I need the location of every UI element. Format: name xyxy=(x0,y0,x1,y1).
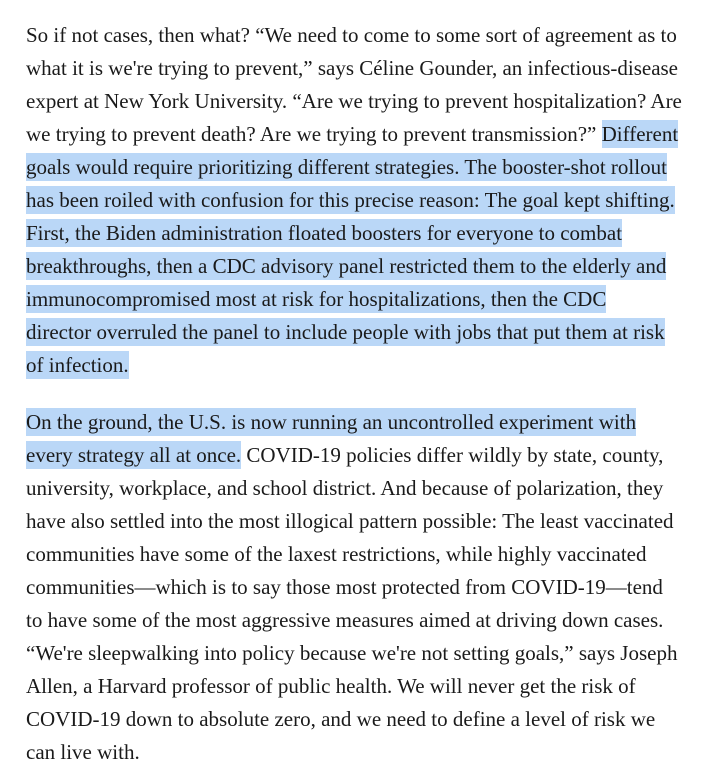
body-text: communities—which is to say those most protected from COVID-19—tend xyxy=(26,575,663,599)
body-text: communities have some of the laxest restrictions, while highly vaccinated xyxy=(26,542,647,566)
body-text: Allen, a Harvard professor of public health. We will never get the risk of xyxy=(26,674,636,698)
text-line xyxy=(26,703,686,736)
text-line xyxy=(26,19,686,52)
text-line xyxy=(26,52,686,85)
text-line xyxy=(26,637,686,670)
body-text: “We're sleepwalking into policy because we're not setting goals,” says Joseph xyxy=(26,641,678,665)
paragraph-2 xyxy=(26,406,686,769)
text-line xyxy=(26,85,686,118)
highlighted-text: On the ground, the U.S. is now running an uncontrolled experiment with xyxy=(26,410,637,434)
text-line xyxy=(26,439,686,472)
highlighted-text: director overruled the panel to include people with jobs that put them at risk xyxy=(26,320,665,344)
text-line xyxy=(26,349,686,382)
text-line xyxy=(26,604,686,637)
text-line xyxy=(26,538,686,571)
highlighted-text: immunocompromised most at risk for hospitalizations, then the CDC xyxy=(26,287,607,311)
text-line xyxy=(26,472,686,505)
body-text: COVID-19 down to absolute zero, and we need to define a level of risk we xyxy=(26,707,656,731)
highlighted-text: goals would require prioritizing different strategies. The booster-shot rollout xyxy=(26,155,667,179)
text-line xyxy=(26,505,686,538)
body-text: to have some of the most aggressive measures aimed at driving down cases. xyxy=(26,608,664,632)
text-line xyxy=(26,118,686,151)
body-text: expert at New York University. “Are we trying to prevent hospitalization? Are xyxy=(26,89,682,113)
text-line xyxy=(26,184,686,217)
text-line xyxy=(26,283,686,316)
text-line xyxy=(26,217,686,250)
highlighted-text: of infection. xyxy=(26,353,129,377)
body-text: university, workplace, and school district. And because of polarization, they xyxy=(26,476,664,500)
text-line xyxy=(26,250,686,283)
text-line xyxy=(26,736,686,769)
body-text: have also settled into the most illogical pattern possible: The least vaccinated xyxy=(26,509,674,533)
body-text: can live with. xyxy=(26,740,140,764)
text-line xyxy=(26,571,686,604)
text-line xyxy=(26,151,686,184)
body-text: we trying to prevent death? Are we trying to prevent transmission?” xyxy=(26,122,602,146)
body-text: COVID-19 policies differ wildly by state, county, xyxy=(241,443,664,467)
highlighted-text: First, the Biden administration floated boosters for everyone to combat xyxy=(26,221,623,245)
highlighted-text: has been roiled with confusion for this precise reason: The goal kept shifting. xyxy=(26,188,675,212)
highlighted-text: Different xyxy=(601,122,679,146)
text-line xyxy=(26,670,686,703)
text-line xyxy=(26,406,686,439)
body-text: what it is we're trying to prevent,” says Céline Gounder, an infectious-disease xyxy=(26,56,679,80)
paragraph-1 xyxy=(26,19,686,382)
article-body xyxy=(26,19,686,769)
body-text: So if not cases, then what? “We need to come to some sort of agreement as to xyxy=(26,23,677,47)
highlighted-text: breakthroughs, then a CDC advisory panel restricted them to the elderly and xyxy=(26,254,667,278)
highlighted-text: every strategy all at once. xyxy=(26,443,242,467)
text-line xyxy=(26,316,686,349)
